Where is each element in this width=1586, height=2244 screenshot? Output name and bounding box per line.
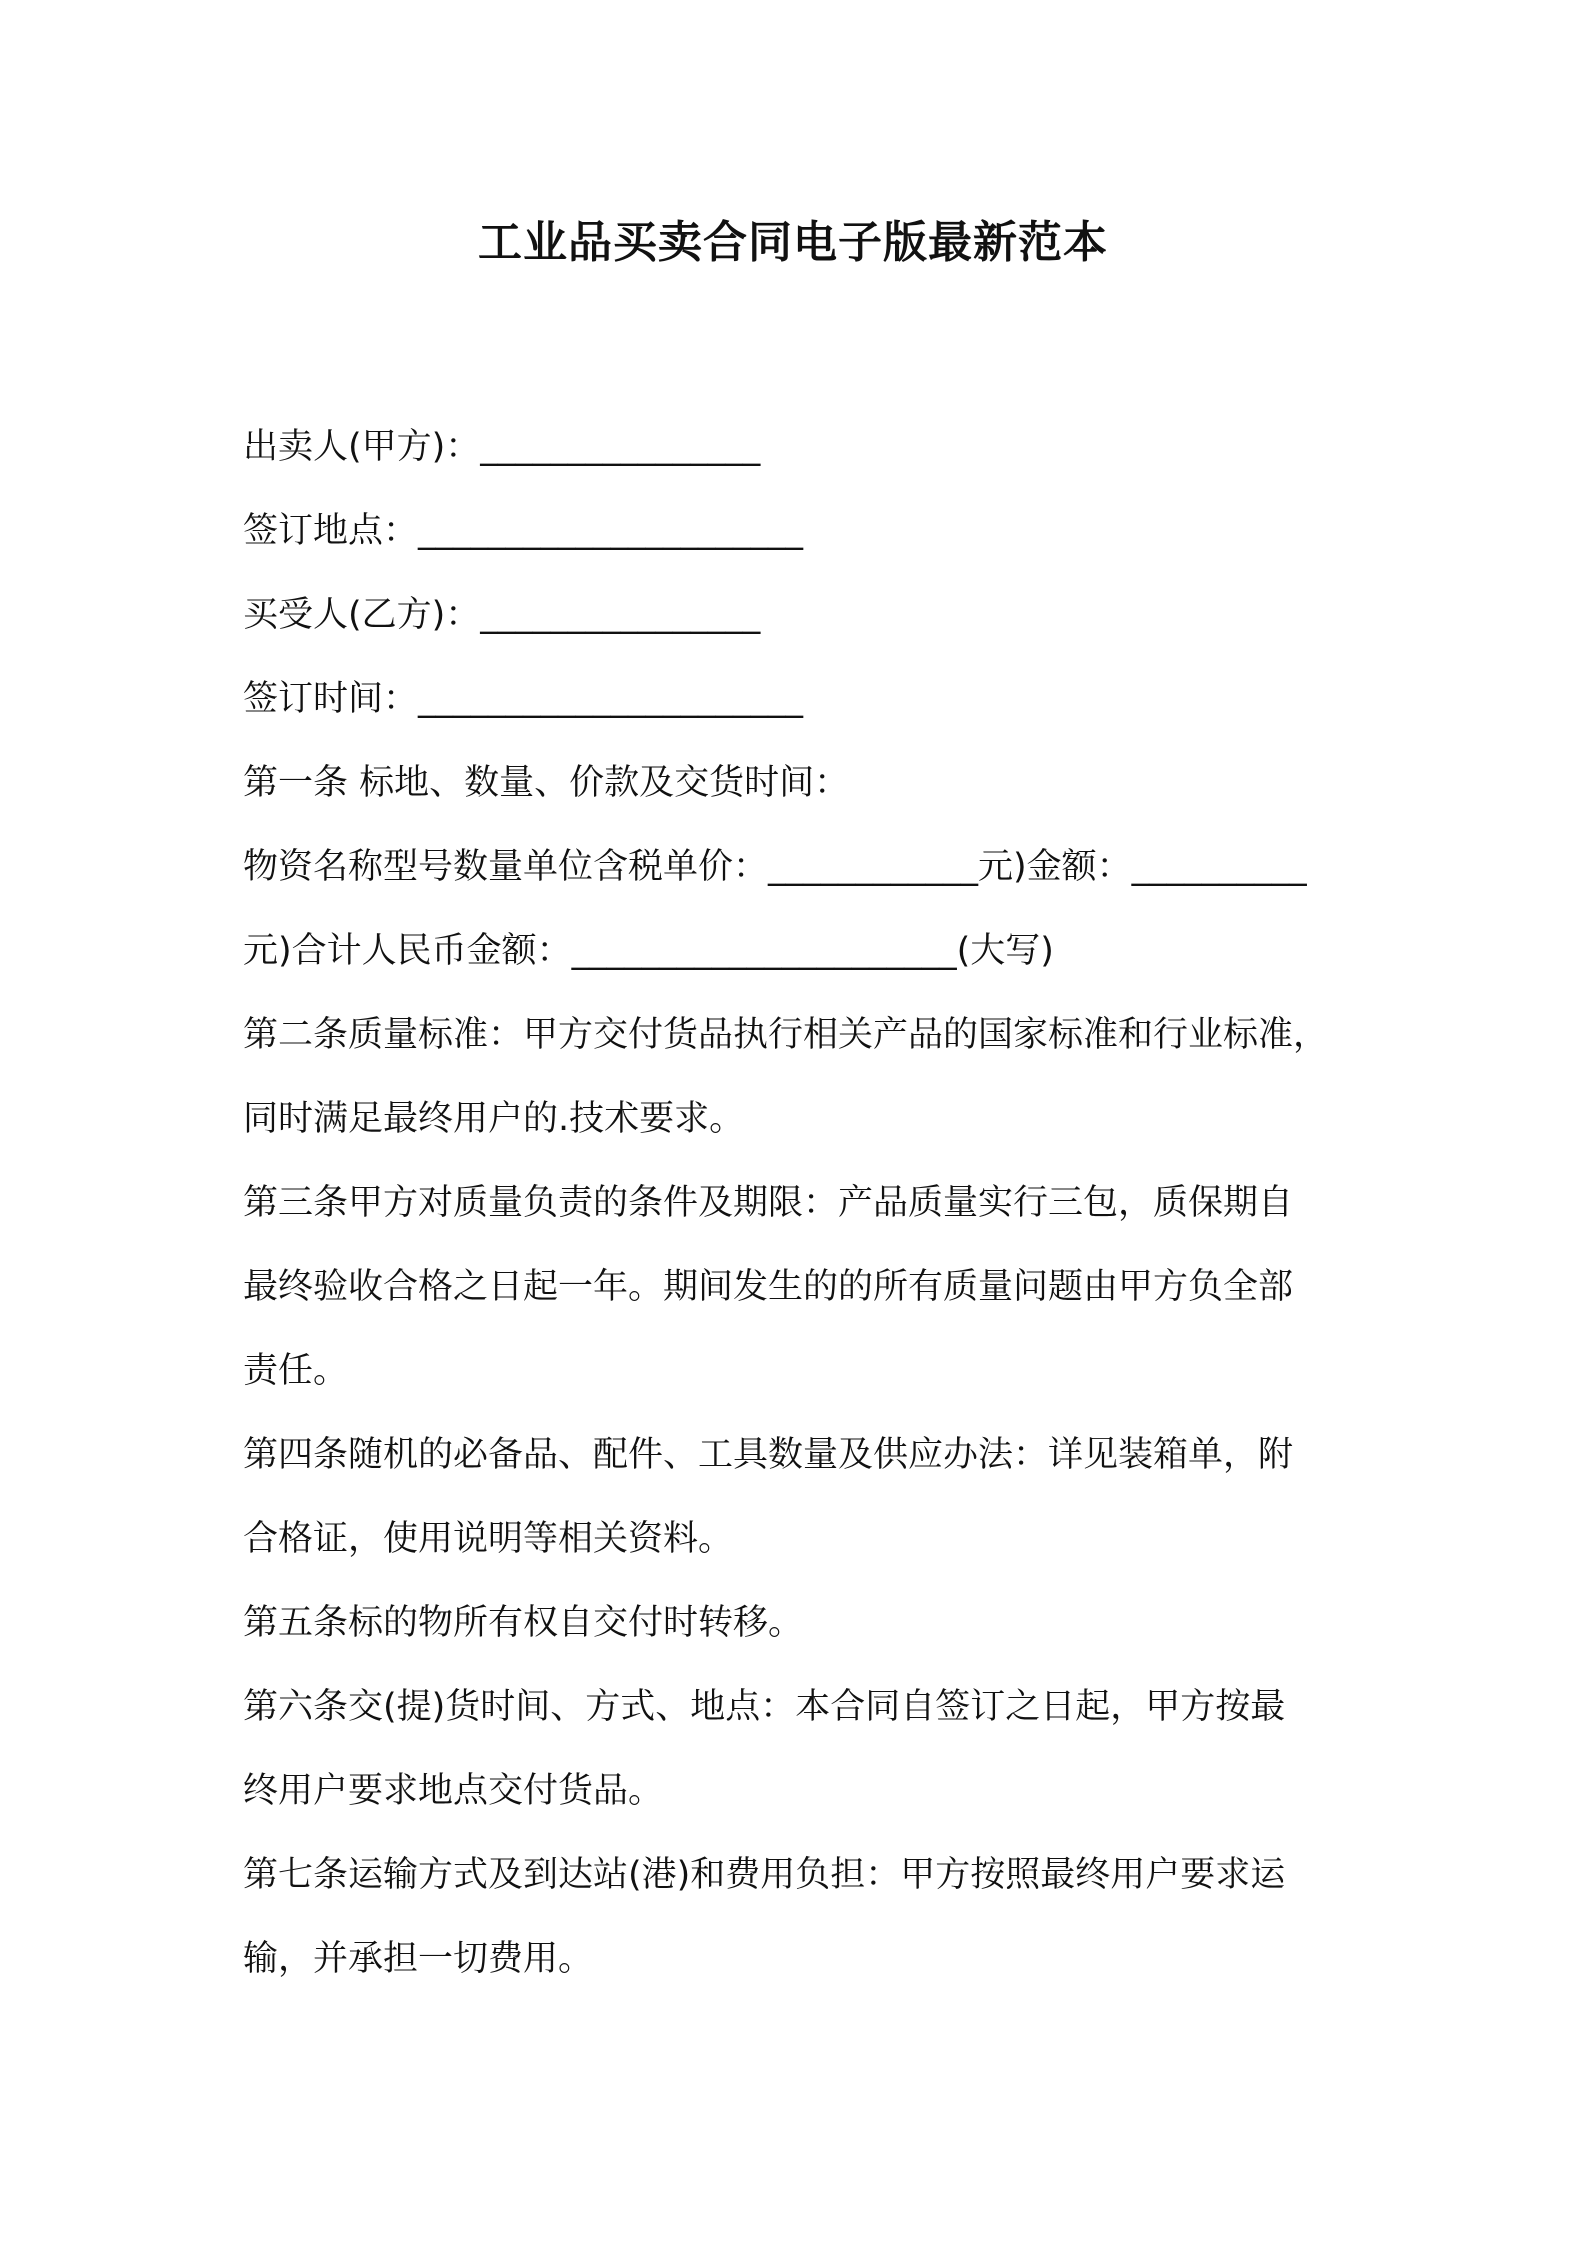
signing-place-field: 签订地点：______________________ — [243, 511, 804, 551]
article-6-line-2: 终用户要求地点交付货品。 — [243, 1771, 664, 1811]
buyer-party-field: 买受人(乙方)：________________ — [243, 595, 761, 635]
article-3-line-2: 最终验收合格之日起一年。期间发生的的所有质量问题由甲方负全部 — [243, 1267, 1294, 1307]
article-2-line-2: 同时满足最终用户的.技术要求。 — [243, 1099, 745, 1139]
seller-party-field: 出卖人(甲方)：________________ — [243, 427, 761, 467]
article-1-price-line: 物资名称型号数量单位含税单价：____________元)金额：__________ — [243, 847, 1307, 887]
article-7-line-1: 第七条运输方式及到达站(港)和费用负担：甲方按照最终用户要求运 — [243, 1855, 1286, 1895]
signing-time-field: 签订时间：______________________ — [243, 679, 804, 719]
article-3-line-1: 第三条甲方对质量负责的条件及期限：产品质量实行三包，质保期自 — [243, 1183, 1294, 1223]
article-4-line-2: 合格证，使用说明等相关资料。 — [243, 1519, 734, 1559]
article-1-heading: 第一条 标地、数量、价款及交货时间： — [243, 763, 850, 803]
document-body — [243, 405, 1383, 2001]
article-7-line-2: 输，并承担一切费用。 — [243, 1939, 594, 1979]
article-4-line-1: 第四条随机的必备品、配件、工具数量及供应办法：详见装箱单，附 — [243, 1435, 1294, 1475]
article-5-line: 第五条标的物所有权自交付时转移。 — [243, 1603, 804, 1643]
article-1-total-line: 元)合计人民币金额：______________________(大写) — [243, 931, 1054, 971]
article-3-line-3: 责任。 — [243, 1351, 349, 1391]
article-2-line-1: 第二条质量标准：甲方交付货品执行相关产品的国家标准和行业标准， — [243, 1015, 1329, 1055]
document-title: 工业品买卖合同电子版最新范本 — [478, 217, 1108, 268]
article-6-line-1: 第六条交(提)货时间、方式、地点：本合同自签订之日起，甲方按最 — [243, 1687, 1286, 1727]
